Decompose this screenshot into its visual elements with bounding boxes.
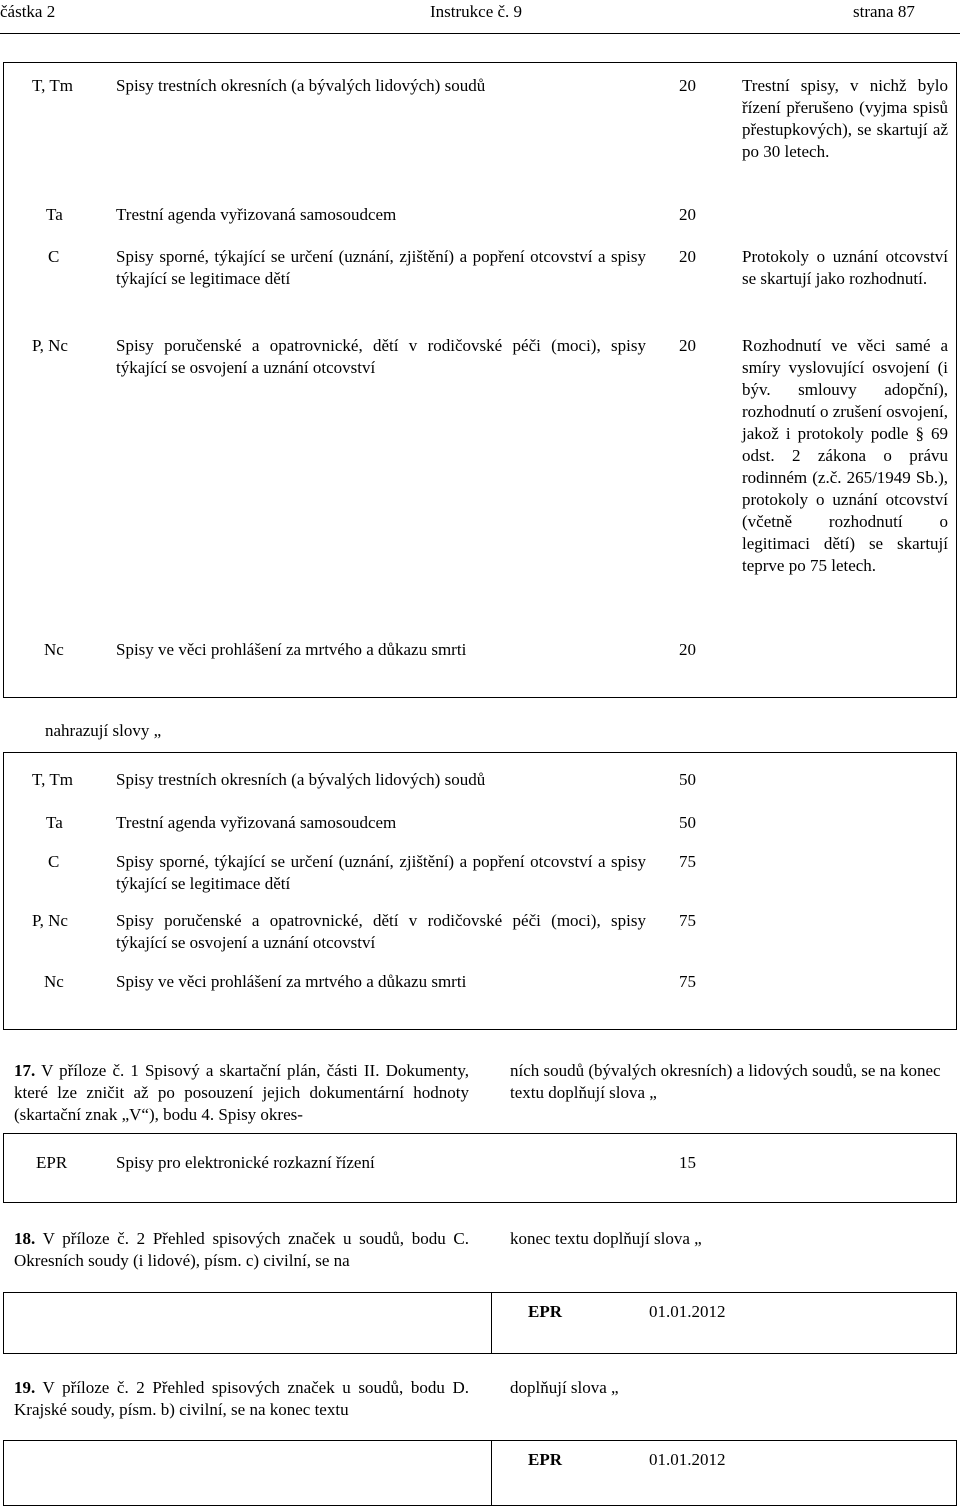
row-desc: Spisy ve věci prohlášení za mrtvého a důkazu smrti xyxy=(116,640,467,659)
row-code: Nc xyxy=(44,972,64,991)
row-code: Nc xyxy=(44,640,64,659)
item-number: 19. xyxy=(14,1378,36,1397)
row-code: C xyxy=(48,247,60,266)
row-desc: Spisy sporné, týkající se určení (uznání, zjištění) a popření otcovství a spisy týkající se legitimace dětí xyxy=(116,247,646,288)
table-epr-date-d xyxy=(3,1440,957,1506)
item-number: 17. xyxy=(14,1061,36,1080)
row-note: Trestní spisy, v nichž bylo řízení přerušeno (vyjma spisů přestupkových), se skartují až po 30 letech. xyxy=(742,76,948,161)
row-code: EPR xyxy=(528,1450,562,1469)
row-desc: Spisy trestních okresních (a bývalých lidových) soudů xyxy=(116,770,486,789)
row-desc: Spisy poručenské a opatrovnické, dětí v rodičovské péči (moci), spisy týkající se osvojení a uznání otcovství xyxy=(116,336,646,377)
row-num: 50 xyxy=(679,770,696,789)
header-part: částka 2 xyxy=(0,2,56,21)
item-18-left xyxy=(14,1228,469,1272)
row-num: 20 xyxy=(679,76,696,95)
row-date: 01.01.2012 xyxy=(649,1450,726,1469)
table-epr-date-c xyxy=(3,1292,957,1354)
row-desc: Trestní agenda vyřizovaná samosoudcem xyxy=(116,205,397,224)
row-date: 01.01.2012 xyxy=(649,1302,726,1321)
item-19-left xyxy=(14,1377,469,1421)
item-number: 18. xyxy=(14,1229,36,1248)
row-desc: Trestní agenda vyřizovaná samosoudcem xyxy=(116,813,397,832)
table-divider xyxy=(491,1292,492,1354)
row-note: Protokoly o uznání otcovství se skartují jako rozhodnutí. xyxy=(742,247,948,288)
row-num: 75 xyxy=(679,972,696,991)
row-desc: Spisy sporné, týkající se určení (uznání, zjištění) a popření otcovství a spisy týkající se legitimace dětí xyxy=(116,852,646,893)
row-note: Rozhodnutí ve věci samé a smíry vyslovující osvojení (i býv. smlouvy adopční), rozhodnutí o zrušení osvojení, jakož i protokoly podle § 69 odst. 2 zákona o právu rodinném (z.č. 265/1949 Sb.), protokoly o uznání otcovství (včetně rozhodnutí o legitimaci dětí) se skartují teprve po 75 letech. xyxy=(742,336,948,575)
row-code: Ta xyxy=(46,205,63,224)
row-code: P, Nc xyxy=(32,336,68,355)
row-code: C xyxy=(48,852,60,871)
row-desc: Spisy pro elektronické rozkazní řízení xyxy=(116,1153,375,1172)
table-old-periods xyxy=(3,62,957,698)
item-text: V příloze č. 2 Přehled spisových značek u soudů, bodu C. Okresních soudy (i lidové), písm. c) civilní, se na xyxy=(14,1229,470,1270)
row-num: 20 xyxy=(679,640,696,659)
page-header xyxy=(0,0,960,28)
row-num: 75 xyxy=(679,911,696,930)
row-num: 50 xyxy=(679,813,696,832)
item-text: V příloze č. 2 Přehled spisových značek u soudů, bodu D. Krajské soudy, písm. b) civilní, se na konec textu xyxy=(14,1378,469,1419)
item-17-right: ních soudů (bývalých okresních) a lidových soudů, se na konec textu doplňují slova „ xyxy=(510,1061,941,1102)
item-17-left xyxy=(14,1060,469,1126)
header-title: Instrukce č. 9 xyxy=(430,2,523,21)
row-desc: Spisy trestních okresních (a bývalých lidových) soudů xyxy=(116,76,486,95)
row-code: T, Tm xyxy=(32,76,73,95)
row-code: P, Nc xyxy=(32,911,68,930)
item-text: V příloze č. 1 Spisový a skartační plán, části II. Dokumenty, které lze zničit až po posouzení jejich dokumentární hodnoty (skartační znak „V“), bodu 4. Spisy okres- xyxy=(14,1061,469,1124)
row-num: 15 xyxy=(679,1153,696,1172)
item-18-right: konec textu doplňují slova „ xyxy=(510,1229,702,1248)
header-page-number: strana 87 xyxy=(853,2,915,21)
replace-phrase: nahrazují slovy „ xyxy=(45,721,162,740)
row-num: 20 xyxy=(679,336,696,355)
row-code: EPR xyxy=(36,1153,68,1172)
header-rule xyxy=(0,33,960,34)
row-num: 20 xyxy=(679,205,696,224)
item-19-right: doplňují slova „ xyxy=(510,1378,619,1397)
row-desc: Spisy ve věci prohlášení za mrtvého a důkazu smrti xyxy=(116,972,467,991)
row-desc: Spisy poručenské a opatrovnické, dětí v rodičovské péči (moci), spisy týkající se osvojení a uznání otcovství xyxy=(116,911,646,952)
table-epr-period xyxy=(3,1133,957,1203)
row-code: T, Tm xyxy=(32,770,73,789)
table-divider xyxy=(491,1440,492,1506)
row-num: 20 xyxy=(679,247,696,266)
row-code: EPR xyxy=(528,1302,562,1321)
row-code: Ta xyxy=(46,813,63,832)
table-new-periods xyxy=(3,752,957,1030)
row-num: 75 xyxy=(679,852,696,871)
